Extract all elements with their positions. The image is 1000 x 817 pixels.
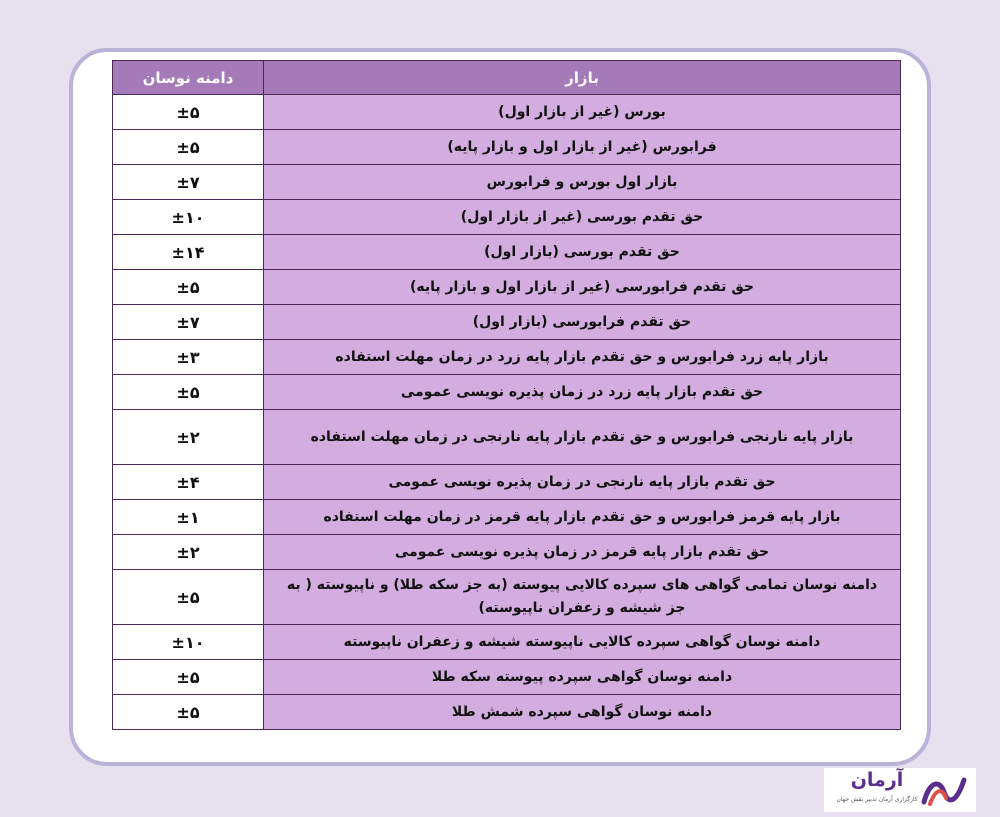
table-row [113, 270, 901, 305]
range-cell: ±۵ [113, 660, 264, 695]
market-cell: حق تقدم بازار پایه نارنجی در زمان پذیره نویسی عمومی [264, 465, 901, 500]
market-cell: بازار پایه نارنجی فرابورس و حق تقدم بازار پایه نارنجی در زمان مهلت استفاده [264, 410, 901, 465]
market-cell: بازار اول بورس و فرابورس [264, 165, 901, 200]
range-cell: ±۵ [113, 570, 264, 625]
market-cell: حق تقدم بازار پایه زرد در زمان پذیره نویسی عمومی [264, 375, 901, 410]
arman-brokerage-logo [824, 768, 976, 812]
table-row [113, 375, 901, 410]
range-cell: ±۵ [113, 270, 264, 305]
table-row [113, 235, 901, 270]
volatility-range-table [112, 60, 901, 730]
range-cell: ±۵ [113, 95, 264, 130]
range-cell: ±۷ [113, 165, 264, 200]
table-row [113, 570, 901, 625]
range-cell: ±۷ [113, 305, 264, 340]
market-cell: حق تقدم فرابورسی (غیر از بازار اول و بازار پایه) [264, 270, 901, 305]
logo-tagline: کارگزاری آرمان تدبیر نقش جهان [836, 796, 918, 803]
arman-wave-logo-icon [920, 772, 970, 808]
market-cell: بازار پایه قرمز فرابورس و حق تقدم بازار پایه قرمز در زمان مهلت استفاده [264, 500, 901, 535]
range-cell: ±۱۰ [113, 625, 264, 660]
table-row [113, 165, 901, 200]
range-cell: ±۵ [113, 375, 264, 410]
table-row [113, 695, 901, 730]
header-range: دامنه نوسان [113, 61, 264, 95]
market-cell: دامنه نوسان گواهی سپرده پیوسته سکه طلا [264, 660, 901, 695]
range-cell: ±۴ [113, 465, 264, 500]
table-row [113, 200, 901, 235]
table-row [113, 535, 901, 570]
market-cell: بورس (غیر از بازار اول) [264, 95, 901, 130]
market-cell: حق تقدم فرابورسی (بازار اول) [264, 305, 901, 340]
table-row [113, 95, 901, 130]
range-cell: ±۳ [113, 340, 264, 375]
table-row [113, 305, 901, 340]
range-cell: ±۲ [113, 410, 264, 465]
market-cell: حق تقدم بورسی (بازار اول) [264, 235, 901, 270]
table-header-row [113, 61, 901, 95]
logo-name: آرمان [850, 769, 904, 791]
table-row [113, 625, 901, 660]
range-cell: ±۵ [113, 130, 264, 165]
market-cell: حق تقدم بازار پایه قرمز در زمان پذیره نویسی عمومی [264, 535, 901, 570]
range-cell: ±۲ [113, 535, 264, 570]
range-cell: ±۱۴ [113, 235, 264, 270]
range-cell: ±۱۰ [113, 200, 264, 235]
market-cell: بازار پایه زرد فرابورس و حق تقدم بازار پایه زرد در زمان مهلت استفاده [264, 340, 901, 375]
market-cell: دامنه نوسان تمامی گواهی های سپرده کالایی پیوسته (به جز سکه طلا) و ناپیوسته ( به جز شیشه و زعفران ناپیوسته) [264, 570, 901, 625]
market-cell: فرابورس (غیر از بازار اول و بازار پایه) [264, 130, 901, 165]
table-row [113, 465, 901, 500]
market-cell: حق تقدم بورسی (غیر از بازار اول) [264, 200, 901, 235]
table-row [113, 340, 901, 375]
table-row [113, 410, 901, 465]
market-cell: دامنه نوسان گواهی سپرده کالایی ناپیوسته شیشه و زعفران ناپیوسته [264, 625, 901, 660]
market-cell: دامنه نوسان گواهی سپرده شمش طلا [264, 695, 901, 730]
table-row [113, 500, 901, 535]
table-row [113, 130, 901, 165]
range-cell: ±۵ [113, 695, 264, 730]
table-row [113, 660, 901, 695]
header-market: بازار [264, 61, 901, 95]
range-cell: ±۱ [113, 500, 264, 535]
